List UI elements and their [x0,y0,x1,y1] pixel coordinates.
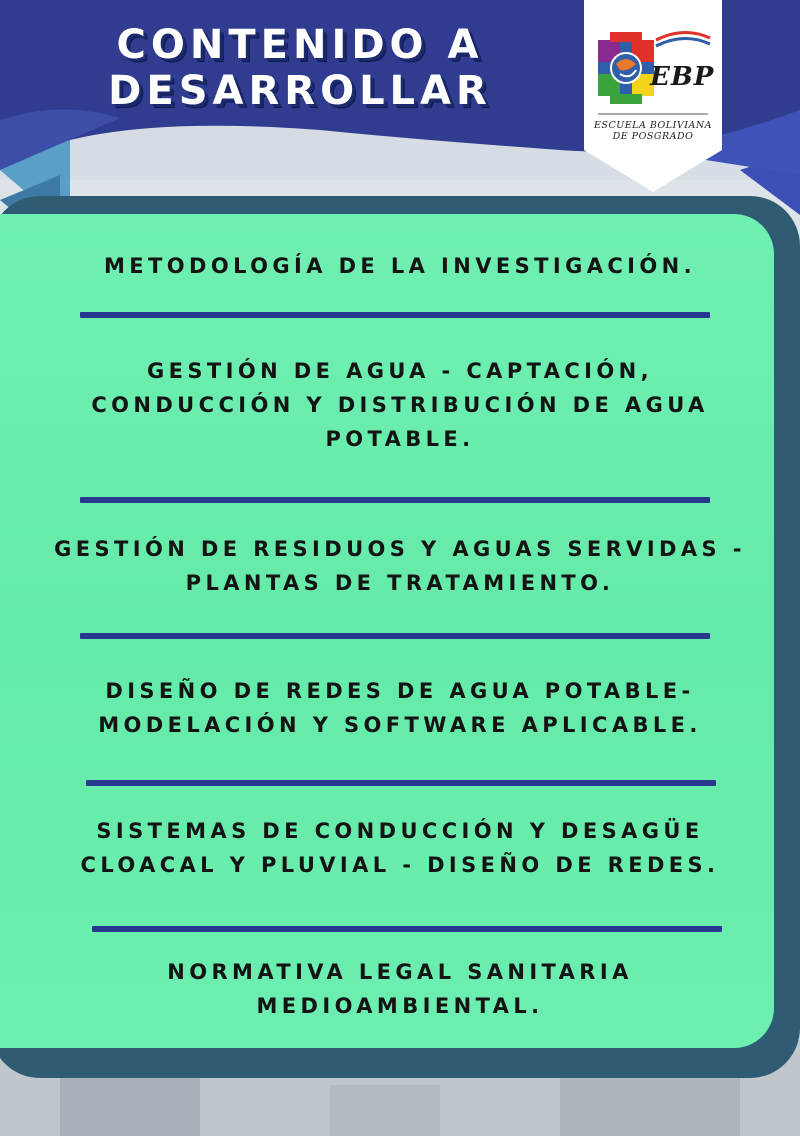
topic-item [0,674,800,742]
title-line-2: DESARROLLAR [108,68,492,114]
divider [80,312,710,318]
topic-item [0,532,800,600]
topic-5-line-1: SISTEMAS DE CONDUCCIÓN Y DESAGÜE [96,819,704,843]
content-card [0,214,774,1048]
topic-5-line-2: CLOACAL Y PLUVIAL - DISEÑO DE REDES. [80,853,720,877]
logo-emblem-icon [598,32,654,104]
topic-3-line-1: GESTIÓN DE RESIDUOS Y AGUAS SERVIDAS - [54,537,746,561]
divider [86,780,716,786]
topic-item [0,814,800,882]
topic-2-line-2: CONDUCCIÓN Y DISTRIBUCIÓN DE AGUA [91,393,709,417]
topic-2-line-3: POTABLE. [325,427,475,451]
logo-acronym: EBP [650,62,715,92]
topic-item [0,249,800,283]
divider [80,633,710,639]
logo-subtitle-line-1: ESCUELA BOLIVIANA [594,120,712,131]
logo-subtitle [588,120,718,142]
topic-4-line-2: MODELACIÓN Y SOFTWARE APLICABLE. [98,713,702,737]
topic-2-line-1: GESTIÓN DE AGUA - CAPTACIÓN, [147,359,653,383]
topic-3-line-2: PLANTAS DE TRATAMIENTO. [185,571,615,595]
topic-4-line-1: DISEÑO DE REDES DE AGUA POTABLE- [105,679,695,703]
logo-subtitle-line-2: DE POSGRADO [612,131,694,142]
topic-item [0,354,800,456]
topic-6-line-2: MEDIOAMBIENTAL. [256,994,544,1018]
logo-badge [584,0,722,192]
divider [80,497,710,503]
title-line-1: CONTENIDO A [116,22,484,68]
page-title [40,22,560,114]
divider [92,926,722,932]
topic-item [0,955,800,1023]
topic-1-line-1: METODOLOGÍA DE LA INVESTIGACIÓN. [103,254,696,278]
topic-6-line-1: NORMATIVA LEGAL SANITARIA [167,960,633,984]
